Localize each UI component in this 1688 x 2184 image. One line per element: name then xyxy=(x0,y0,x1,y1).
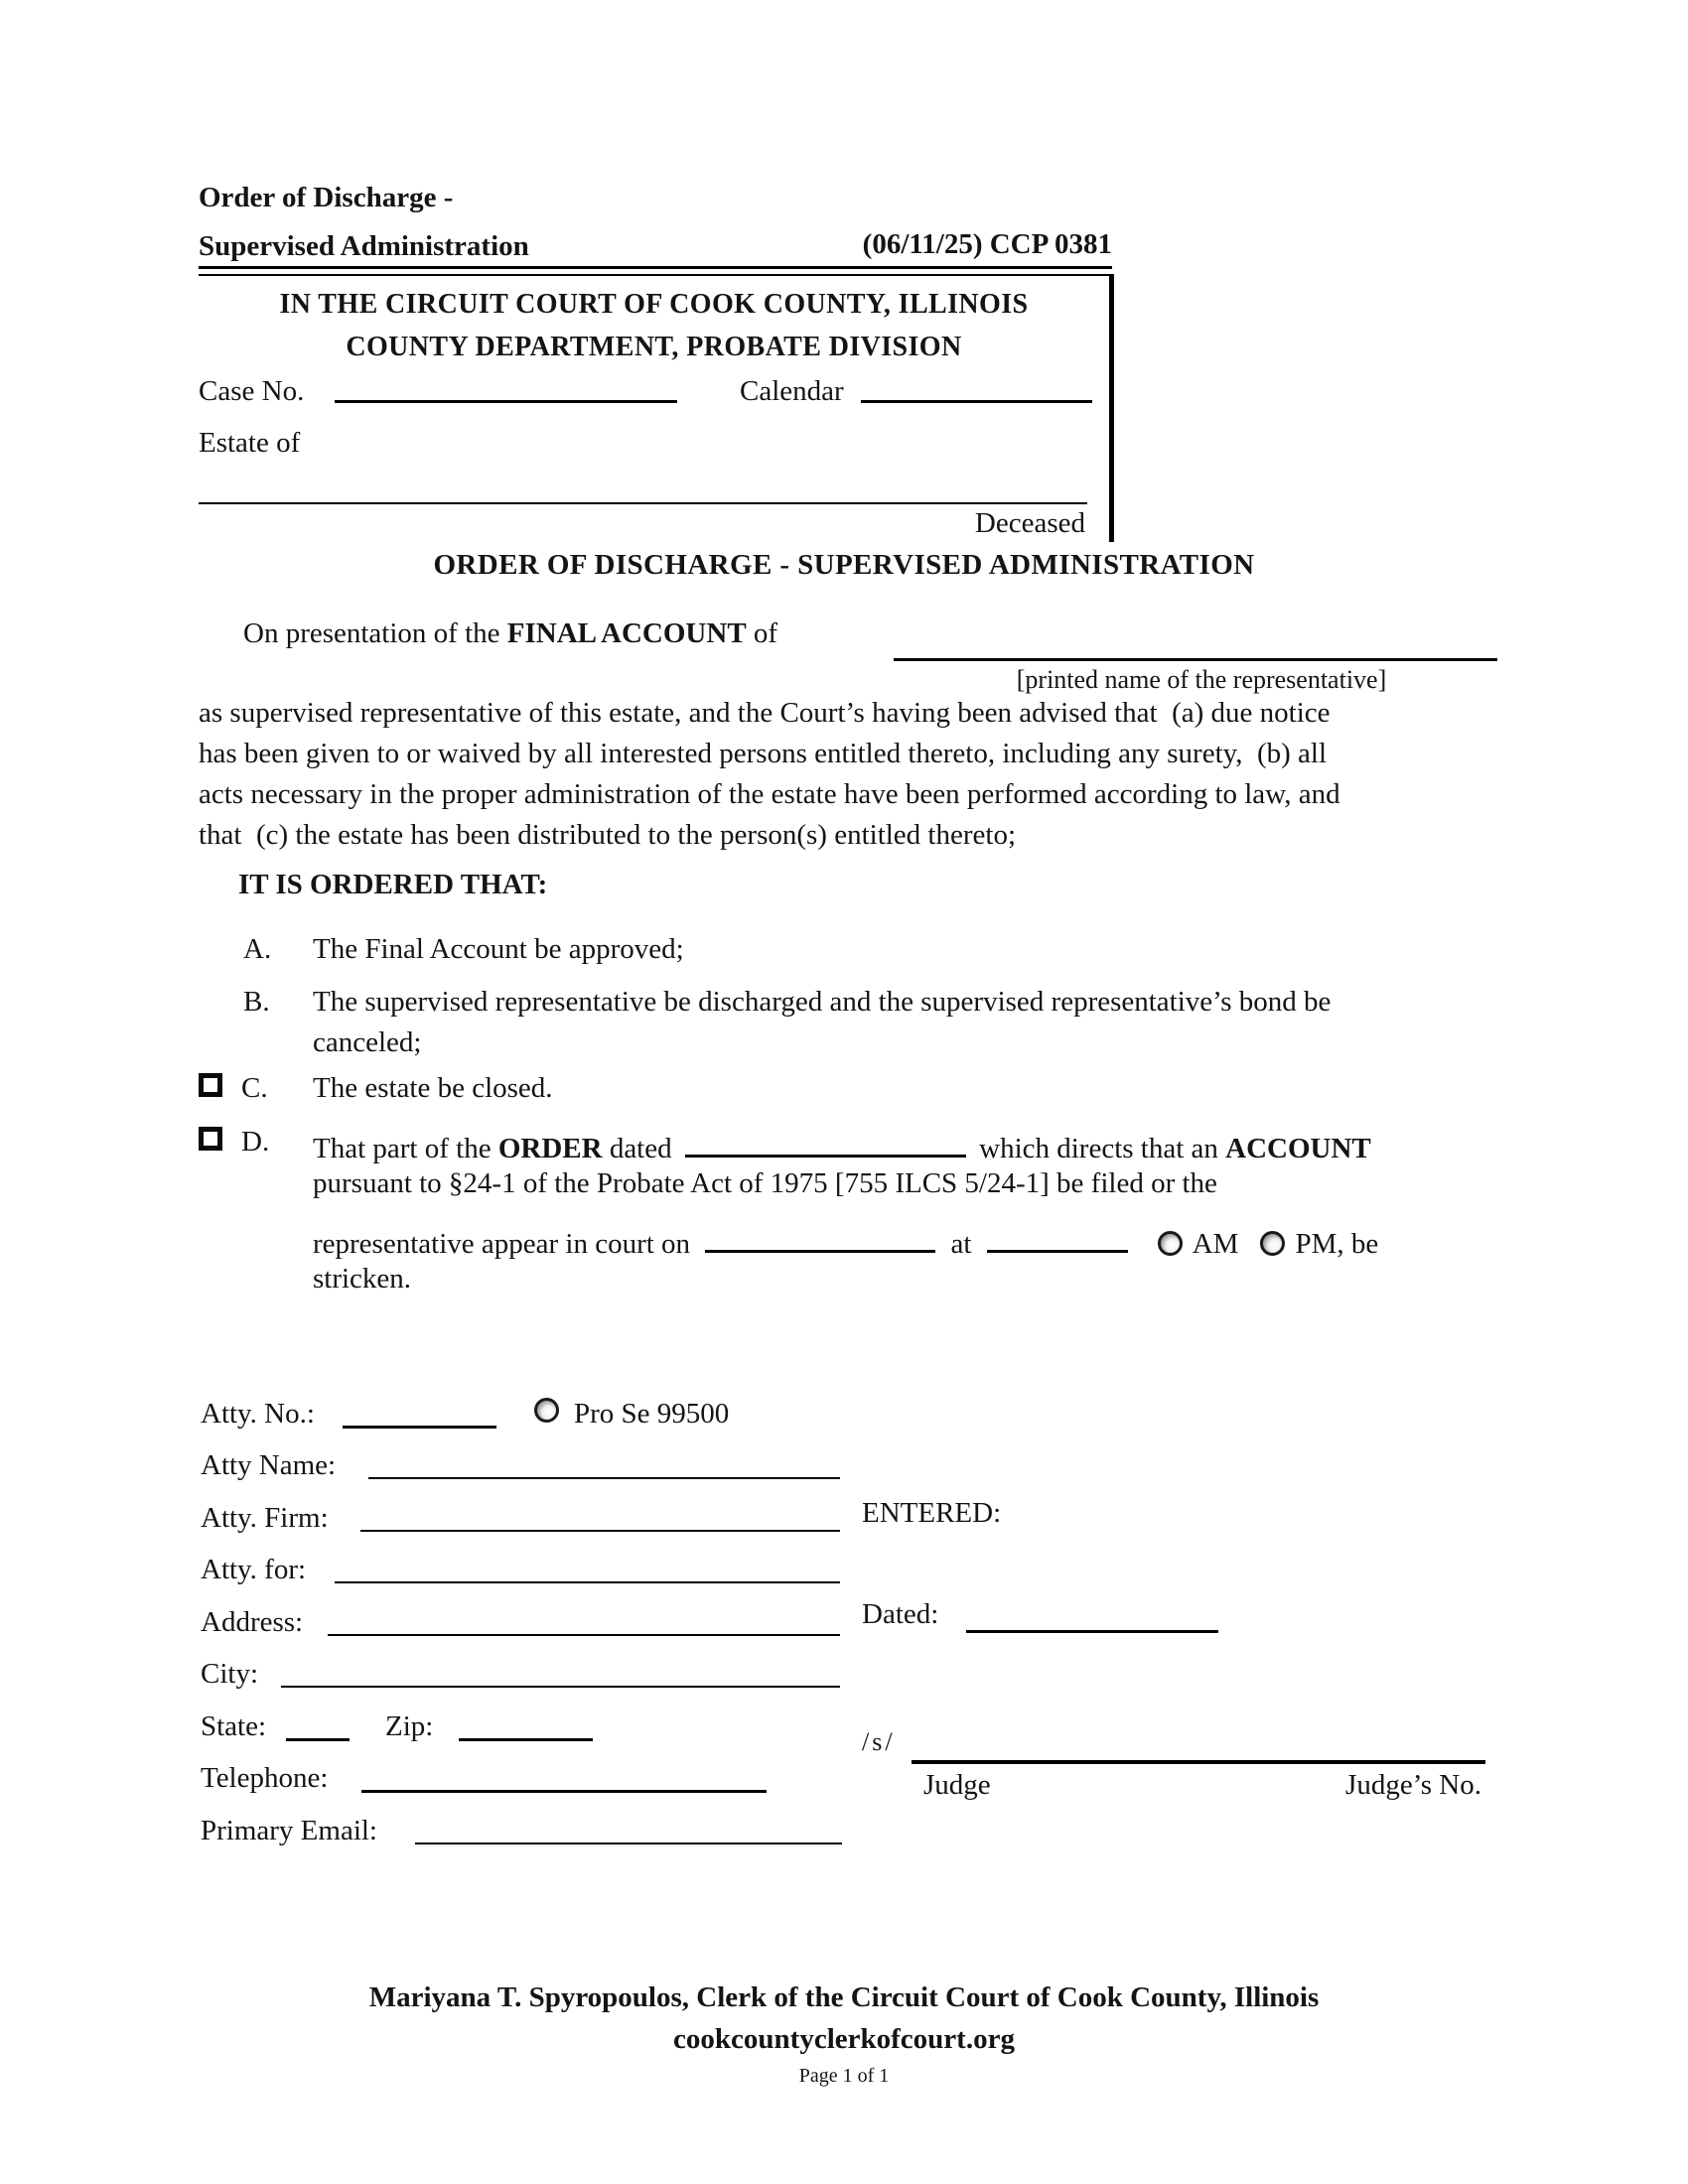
item-d-part1: That part of the xyxy=(313,1133,498,1164)
court-name-line2: COUNTY DEPARTMENT, PROBATE DIVISION xyxy=(346,332,962,362)
intro-final-account: FINAL ACCOUNT xyxy=(506,617,747,649)
intro-pre: On presentation of the xyxy=(243,617,507,649)
atty-firm-label: Atty. Firm: xyxy=(201,1502,329,1534)
body-line-2: has been given to or waived by all interested persons entitled thereto, including any surety, (b) all xyxy=(199,738,1328,769)
item-c-text: The estate be closed. xyxy=(313,1072,553,1104)
telephone-label: Telephone: xyxy=(201,1762,329,1794)
atty-for-field[interactable] xyxy=(335,1552,840,1583)
item-d-text-line2: pursuant to §24-1 of the Probate Act of 1975 [755 ILCS 5/24-1] be filed or the xyxy=(313,1167,1217,1199)
pm-radio[interactable] xyxy=(1260,1231,1285,1256)
item-d-account-bold: ACCOUNT xyxy=(1225,1133,1371,1164)
pro-se-radio[interactable] xyxy=(534,1398,559,1423)
item-b-text-line2: canceled; xyxy=(313,1026,422,1058)
intro-line xyxy=(243,617,777,650)
order-title: ORDER OF DISCHARGE - SUPERVISED ADMINISTRATION xyxy=(433,549,1255,581)
caption-right-border xyxy=(1109,276,1114,542)
deceased-label: Deceased xyxy=(974,507,1085,539)
body-line-1: as supervised representative of this estate, and the Court’s having been advised that (a) due notice xyxy=(199,697,1331,729)
judge-label: Judge xyxy=(923,1769,991,1801)
pro-se-label: Pro Se 99500 xyxy=(574,1398,730,1430)
address-label: Address: xyxy=(201,1606,304,1638)
city-label: City: xyxy=(201,1658,259,1690)
form-code: (06/11/25) CCP 0381 xyxy=(862,228,1112,260)
zip-label: Zip: xyxy=(385,1710,434,1742)
case-no-field[interactable] xyxy=(335,370,677,403)
item-d-text-line4: stricken. xyxy=(313,1263,412,1295)
entered-label: ENTERED: xyxy=(862,1497,1002,1529)
calendar-label: Calendar xyxy=(740,375,844,407)
representative-name-field[interactable] xyxy=(894,624,1497,661)
atty-for-label: Atty. for: xyxy=(201,1554,307,1585)
intro-post: of xyxy=(746,617,778,649)
footer-clerk-line: Mariyana T. Spyropoulos, Clerk of the Circuit Court of Cook County, Illinois xyxy=(368,1981,1320,2013)
state-label: State: xyxy=(201,1710,267,1742)
zip-field[interactable] xyxy=(459,1708,593,1741)
printed-name-caption: [printed name of the representative] xyxy=(1016,665,1387,694)
item-d-letter: D. xyxy=(241,1126,270,1158)
atty-name-field[interactable] xyxy=(368,1447,840,1479)
calendar-field[interactable] xyxy=(861,370,1092,403)
judge-no-label: Judge’s No. xyxy=(1345,1769,1481,1801)
item-d-part3: which directs that an xyxy=(971,1133,1226,1164)
footer-page-info: Page 1 of 1 xyxy=(798,2065,890,2087)
address-field[interactable] xyxy=(328,1604,840,1636)
form-title-line1: Order of Discharge - xyxy=(199,182,454,213)
item-a-letter: A. xyxy=(243,933,272,965)
pm-label: PM, be xyxy=(1295,1228,1379,1260)
order-date-field[interactable] xyxy=(685,1126,966,1158)
item-c-checkbox[interactable] xyxy=(199,1073,222,1097)
form-title-line2: Supervised Administration xyxy=(199,230,529,262)
header-rule-thin xyxy=(199,274,1114,276)
footer-website: cookcountyclerkofcourt.org xyxy=(673,2023,1015,2055)
court-time-field[interactable] xyxy=(987,1221,1128,1253)
dated-label: Dated: xyxy=(862,1598,939,1630)
item-c-letter: C. xyxy=(241,1072,268,1104)
estate-of-label: Estate of xyxy=(199,427,301,459)
atty-no-label: Atty. No.: xyxy=(201,1398,315,1430)
atty-firm-field[interactable] xyxy=(360,1500,840,1532)
item-d-at: at xyxy=(943,1228,979,1260)
am-radio[interactable] xyxy=(1158,1231,1183,1256)
body-line-3: acts necessary in the proper administration of the estate have been performed according to law, and xyxy=(199,778,1340,810)
header-rule-thick xyxy=(199,266,1112,269)
decedent-name-line[interactable] xyxy=(199,502,1087,504)
judge-signature-line[interactable] xyxy=(912,1760,1485,1764)
atty-name-label: Atty Name: xyxy=(201,1449,337,1481)
court-name-line1: IN THE CIRCUIT COURT OF COOK COUNTY, ILLINOIS xyxy=(279,289,1029,320)
item-d-order-bold: ORDER xyxy=(497,1133,603,1164)
primary-email-field[interactable] xyxy=(415,1813,842,1844)
item-b-letter: B. xyxy=(243,986,270,1018)
ordered-heading: IT IS ORDERED THAT: xyxy=(238,869,548,900)
city-field[interactable] xyxy=(281,1656,840,1688)
item-d-text-line1 xyxy=(313,1126,1371,1165)
item-a-text: The Final Account be approved; xyxy=(313,933,684,965)
item-b-text-line1: The supervised representative be discharged and the supervised representative’s bond be xyxy=(313,986,1332,1018)
item-d-text-line3 xyxy=(313,1221,1378,1261)
state-field[interactable] xyxy=(286,1708,350,1741)
telephone-field[interactable] xyxy=(361,1760,767,1793)
dated-field[interactable] xyxy=(966,1600,1218,1633)
am-label: AM xyxy=(1192,1228,1239,1260)
item-d-part2: dated xyxy=(602,1133,679,1164)
court-date-field[interactable] xyxy=(705,1221,935,1253)
atty-no-field[interactable] xyxy=(343,1396,496,1429)
case-no-label: Case No. xyxy=(199,375,305,407)
item-d-line3-pre: representative appear in court on xyxy=(313,1228,698,1260)
primary-email-label: Primary Email: xyxy=(201,1815,377,1846)
signature-prefix: /s/ xyxy=(862,1727,896,1756)
body-line-4: that (c) the estate has been distributed to the person(s) entitled thereto; xyxy=(199,819,1017,851)
item-d-checkbox[interactable] xyxy=(199,1127,222,1151)
